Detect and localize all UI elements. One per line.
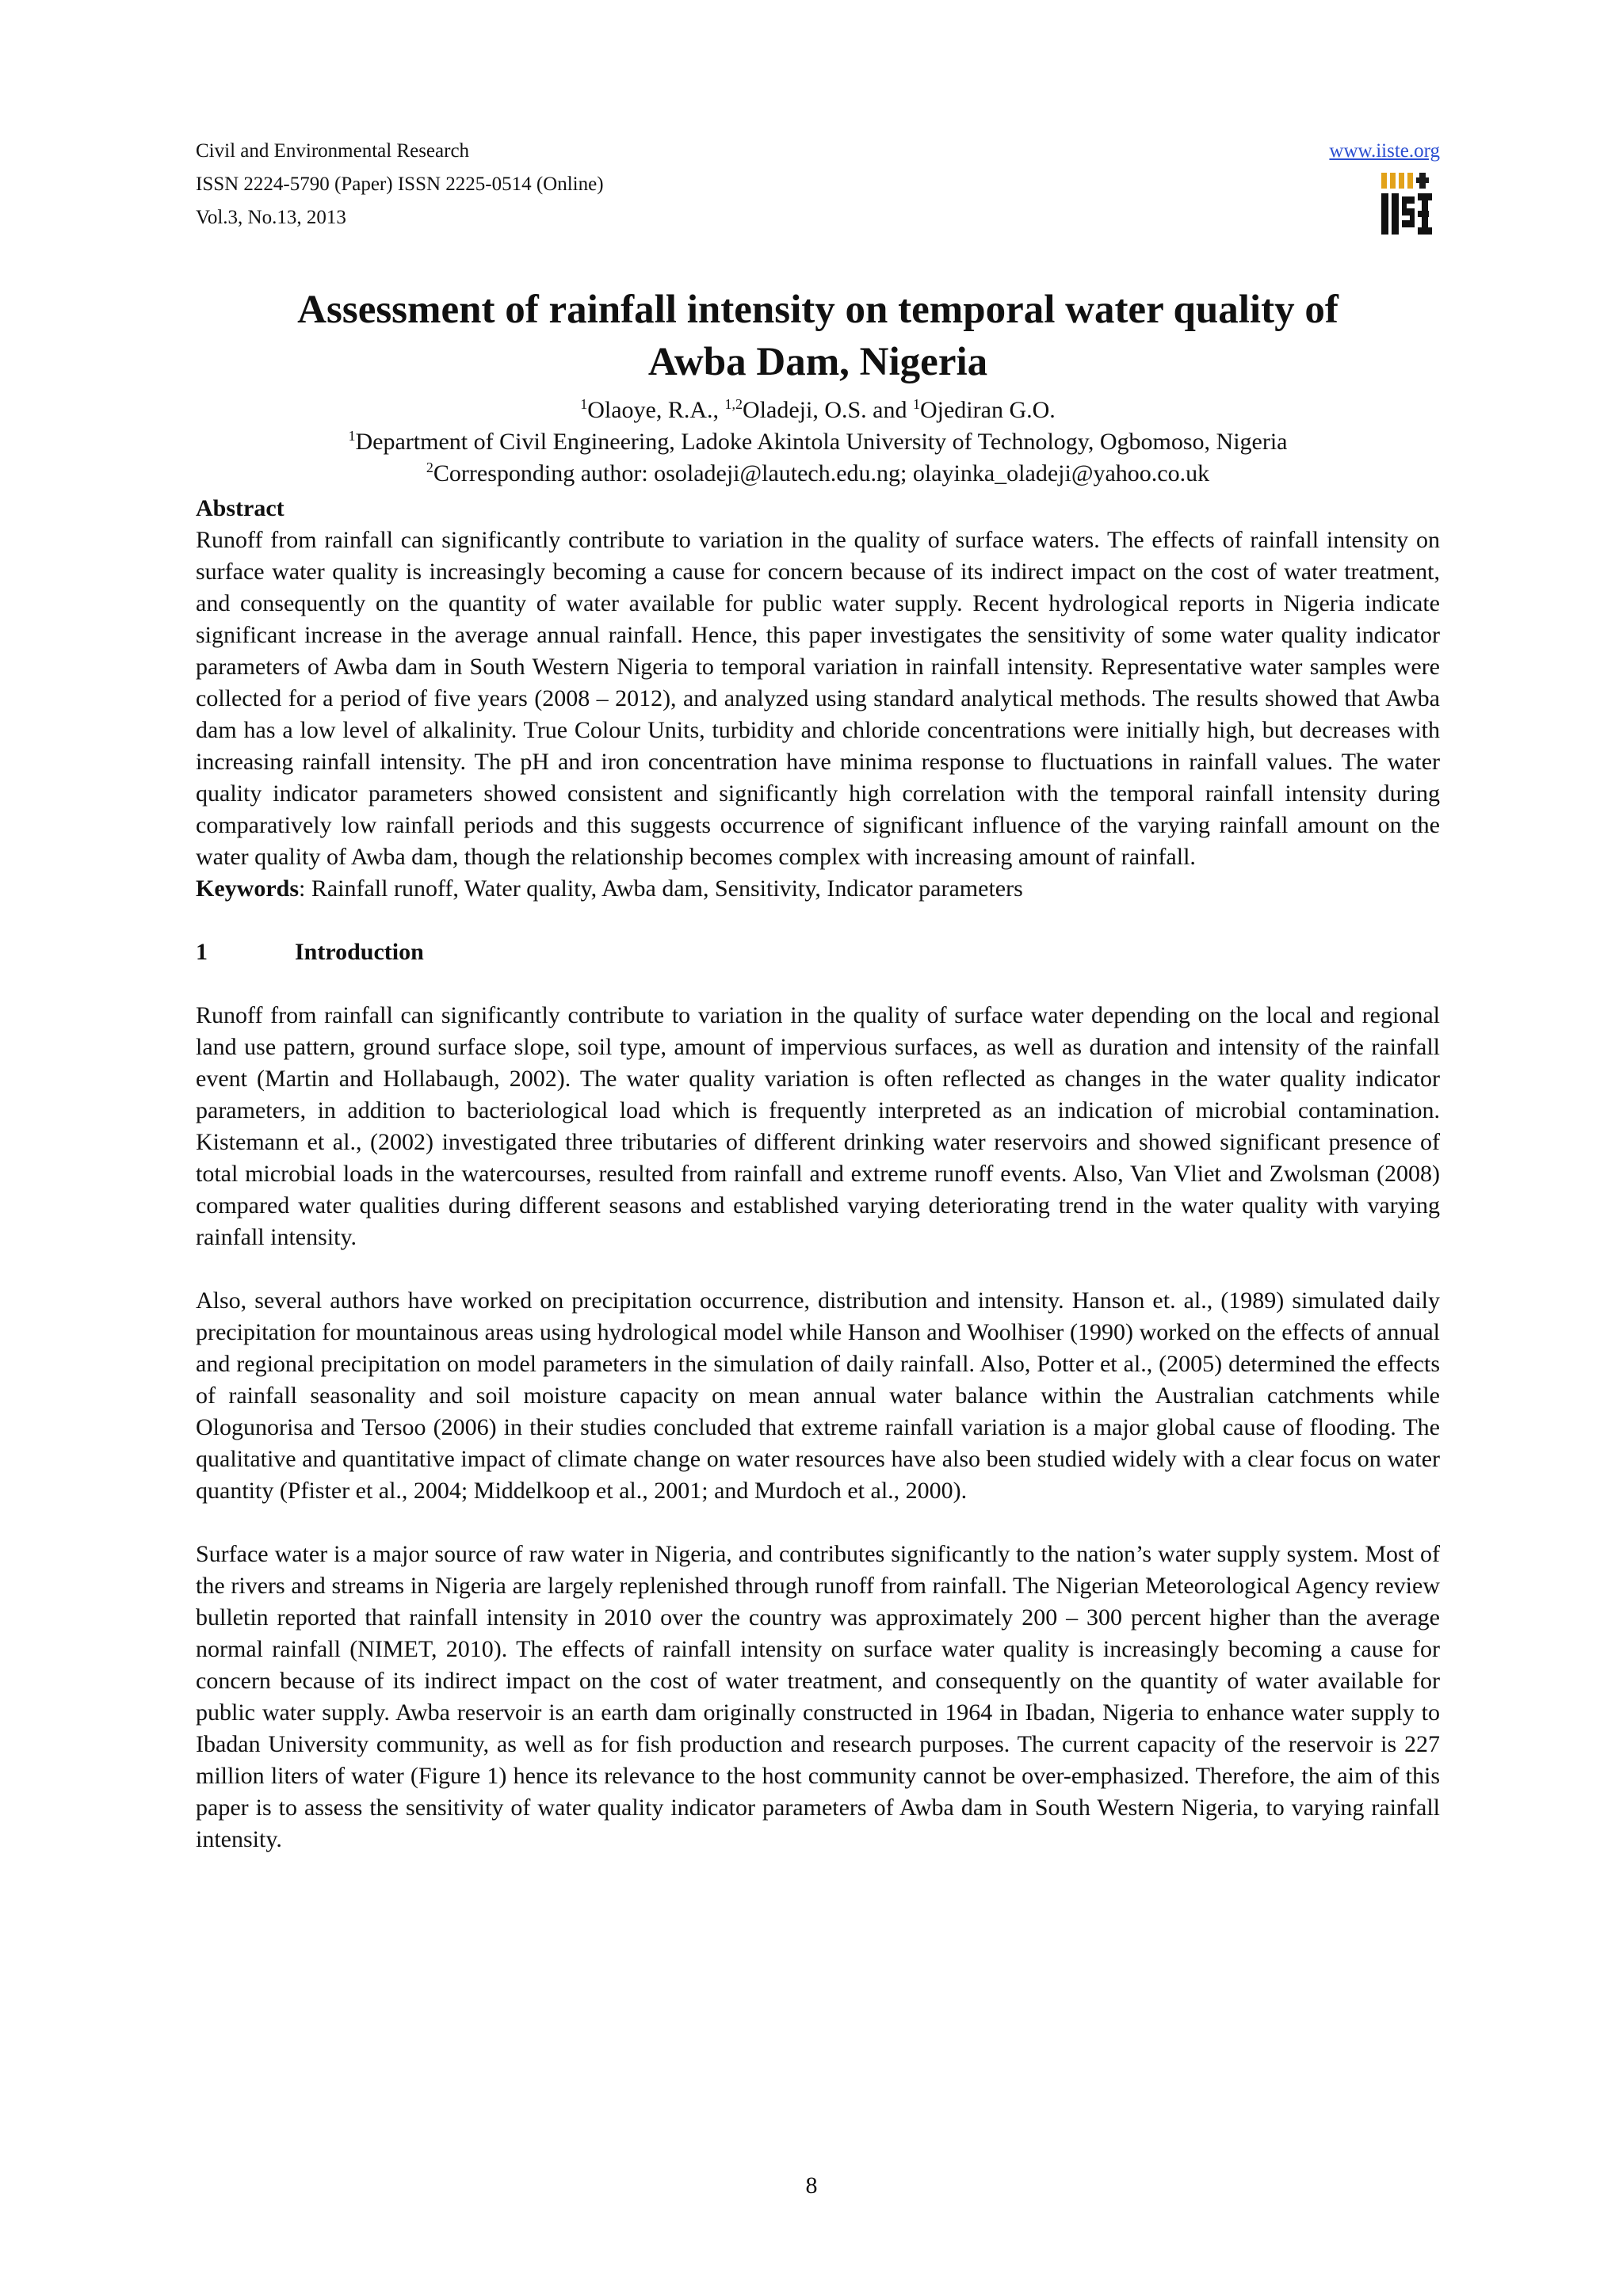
journal-website-link[interactable]: www.iiste.org [1329,140,1440,162]
title-line-2: Awba Dam, Nigeria [647,340,988,384]
corresponding-author-text: Corresponding author: osoladeji@lautech.edu.ng; olayinka_oladeji@yahoo.co.uk [433,460,1210,486]
section-title: Introduction [295,939,424,965]
intro-paragraph-3: Surface water is a major source of raw water in Nigeria, and contributes significantly to the nation’s water supply system. Most of the rivers and streams in Nigeria are largely replenished through runoff from rainfall. The Nigerian Meteorological Agency review bulletin reported that rainfall intensity in 2010 over the country was approximately 200 – 300 percent higher than the average normal rainfall (NIMET, 2010). The effects of rainfall intensity on surface water quality is increasingly becoming a cause for concern because of its indirect impact on the cost of water treatment, and consequently on the quantity of water available for public water supply. Awba reservoir is an earth dam originally constructed in 1964 in Ibadan, Nigeria to enhance water supply to Ibadan University community, as well as for fish production and research purposes. The current capacity of the reservoir is 227 million liters of water (Figure 1) hence its relevance to the host community cannot be over-emphasized. Therefore, the aim of this paper is to assess the sensitivity of water quality indicator parameters of Awba dam in South Western Nigeria, to varying rainfall intensity. [196,1541,1440,1852]
journal-name: Civil and Environmental Research [196,140,470,162]
affiliation-1-marker: 1 [348,428,356,444]
keywords-line [196,873,1440,905]
paper-body [196,493,1440,1855]
abstract-text: Runoff from rainfall can significantly contribute to variation in the quality of surface waters. The effects of rainfall intensity on surface water quality is increasingly becoming a cause for concern because of its indirect impact on the cost of water treatment, and consequently on the quantity of water available for public water supply. Recent hydrological reports in Nigeria indicate significant increase in the average annual rainfall. Hence, this paper investigates the sensitivity of some water quality indicator parameters of Awba dam in South Western Nigeria to temporal variation in rainfall intensity. Representative water samples were collected for a period of five years (2008 – 2012), and analyzed using standard analytical methods. The results showed that Awba dam has a low level of alkalinity. True Colour Units, turbidity and chloride concentrations were initially high, but decreases with increasing rainfall intensity. The pH and iron concentration have minima response to fluctuations in rainfall values. The water quality indicator parameters showed consistent and significantly high correlation with the temporal rainfall intensity during comparatively low rainfall periods and this suggests occurrence of significant influence of the varying rainfall amount on the water quality of Awba dam, though the relationship becomes complex with increasing amount of rainfall. [196,527,1440,870]
author-list [196,395,1440,426]
issn: ISSN 2224-5790 (Paper) ISSN 2225-0514 (Online) [196,174,604,195]
section-heading-introduction [196,936,1440,968]
author-block [196,395,1440,490]
abstract-heading: Abstract [196,495,285,521]
author-3: Ojediran G.O. [919,397,1056,423]
affiliation-2-marker: 2 [426,460,433,475]
author-1-affiliation-marker: 1 [580,396,588,412]
journal-header [196,135,1440,235]
affiliation-1-text: Department of Civil Engineering, Ladoke Akintola University of Technology, Ogbomoso, Nigeria [355,429,1288,455]
paper-title [196,284,1440,388]
iiste-logo [1378,171,1435,238]
intro-paragraph-2: Also, several authors have worked on precipitation occurrence, distribution and intensity. Hanson et. al., (1989) simulated daily precipitation for mountainous areas using hydrological model while Hanson and Woolhiser (1990) worked on the effects of annual and regional precipitation on model parameters in the simulation of daily rainfall. Also, Potter et al., (2005) determined the effects of rainfall seasonality and soil moisture capacity on mean annual water balance within the Australian catchments while Ologunorisa and Tersoo (2006) in their studies concluded that extreme rainfall variation is a major global cause of flooding. The qualitative and quantitative impact of climate change on water resources have also been studied widely with a clear focus on water quantity (Pfister et al., 2004; Middelkoop et al., 2001; and Murdoch et al., 2000). [196,1287,1440,1504]
volume-info: Vol.3, No.13, 2013 [196,207,346,228]
section-number: 1 [196,939,208,965]
author-2-affiliation-marker: 1,2 [724,396,743,412]
affiliation-1 [196,426,1440,458]
page-number: 8 [805,2172,818,2199]
title-line-1: Assessment of rainfall intensity on temporal water quality of [297,288,1338,332]
author-3-affiliation-marker: 1 [912,396,920,412]
keywords-label: Keywords [196,875,299,902]
author-1: Olaoye, R.A., [587,397,725,423]
keywords-text: : Rainfall runoff, Water quality, Awba dam, Sensitivity, Indicator parameters [299,875,1023,902]
author-2: Oladeji, O.S. and [743,397,913,423]
intro-paragraph-1: Runoff from rainfall can significantly contribute to variation in the quality of surface water depending on the local and regional land use pattern, ground surface slope, soil type, amount of impervious surfaces, as well as duration and intensity of the rainfall event (Martin and Hollabaugh, 2002). The water quality variation is often reflected as changes in the water quality indicator parameters, in addition to bacteriological load which is frequently interpreted as an indication of microbial contamination. Kistemann et al., (2002) investigated three tributaries of different drinking water reservoirs and showed significant presence of total microbial loads in the watercourses, resulted from rainfall and extreme runoff events. Also, Van Vliet and Zwolsman (2008) compared water qualities during different seasons and established varying deteriorating trend in the water quality with varying rainfall intensity. [196,1002,1440,1250]
corresponding-author [196,458,1440,490]
